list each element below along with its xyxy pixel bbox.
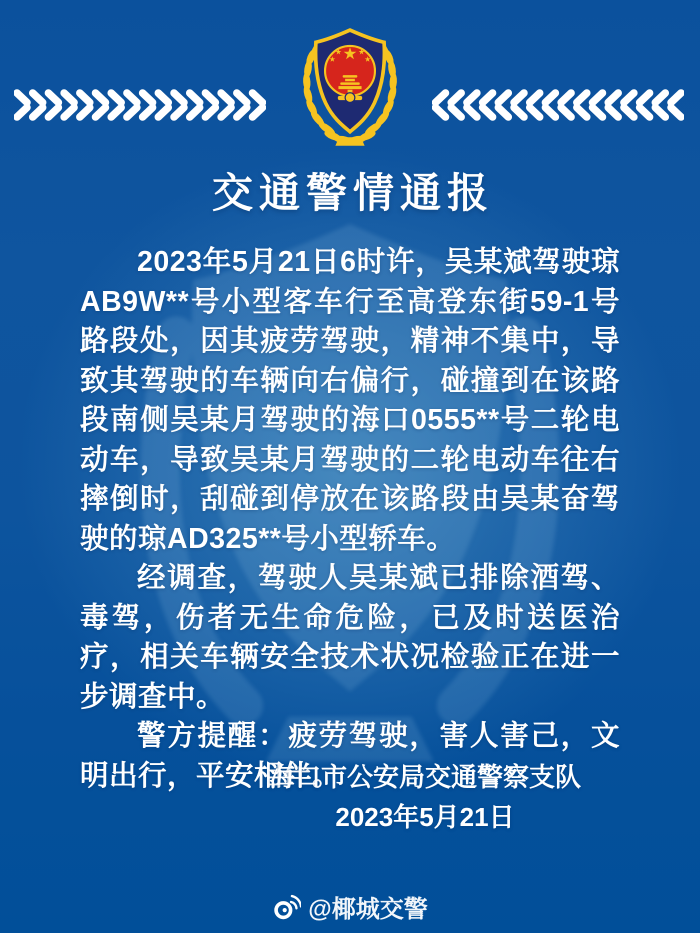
signature-date: 2023年5月21日	[335, 802, 515, 832]
signature-agency: 海口市公安局交通警察支队	[268, 762, 581, 792]
body-paragraph-2: 经调查，驾驶人吴某斌已排除酒驾、毒驾，伤者无生命危险，已及时送医治疗，相关车辆安全技术状况检验正在进一步调查中。	[80, 562, 620, 713]
watermark-credit	[0, 889, 700, 924]
page-title: 交通警情通报	[212, 170, 494, 216]
right-chevrons-icon	[14, 89, 266, 121]
weibo-icon	[272, 892, 301, 921]
notice-body	[80, 243, 620, 796]
badge-ribbon	[335, 137, 364, 146]
police-badge-icon	[289, 24, 411, 164]
signature-block	[0, 757, 700, 837]
body-paragraph-1: 2023年5月21日6时许，吴某斌驾驶琼AB9W**号小型客车行至高登东街59-1号路段处，因其疲劳驾驶，精神不集中，导致其驾驶的车辆向右偏行，碰撞到在该路段南侧吴某月驾驶的海口0555**号二轮电动车，导致吴某月驾驶的二轮电动车往右摔倒时，刮碰到停放在该路段由吴某奋驾驶的琼AD325**号小型轿车。	[80, 246, 620, 555]
weibo-handle: @椰城交警	[308, 896, 428, 923]
body-paragraph-3: 警方提醒：疲劳驾驶，害人害己，文明出行，平安相伴。	[80, 720, 620, 792]
left-chevrons-icon	[432, 89, 684, 121]
